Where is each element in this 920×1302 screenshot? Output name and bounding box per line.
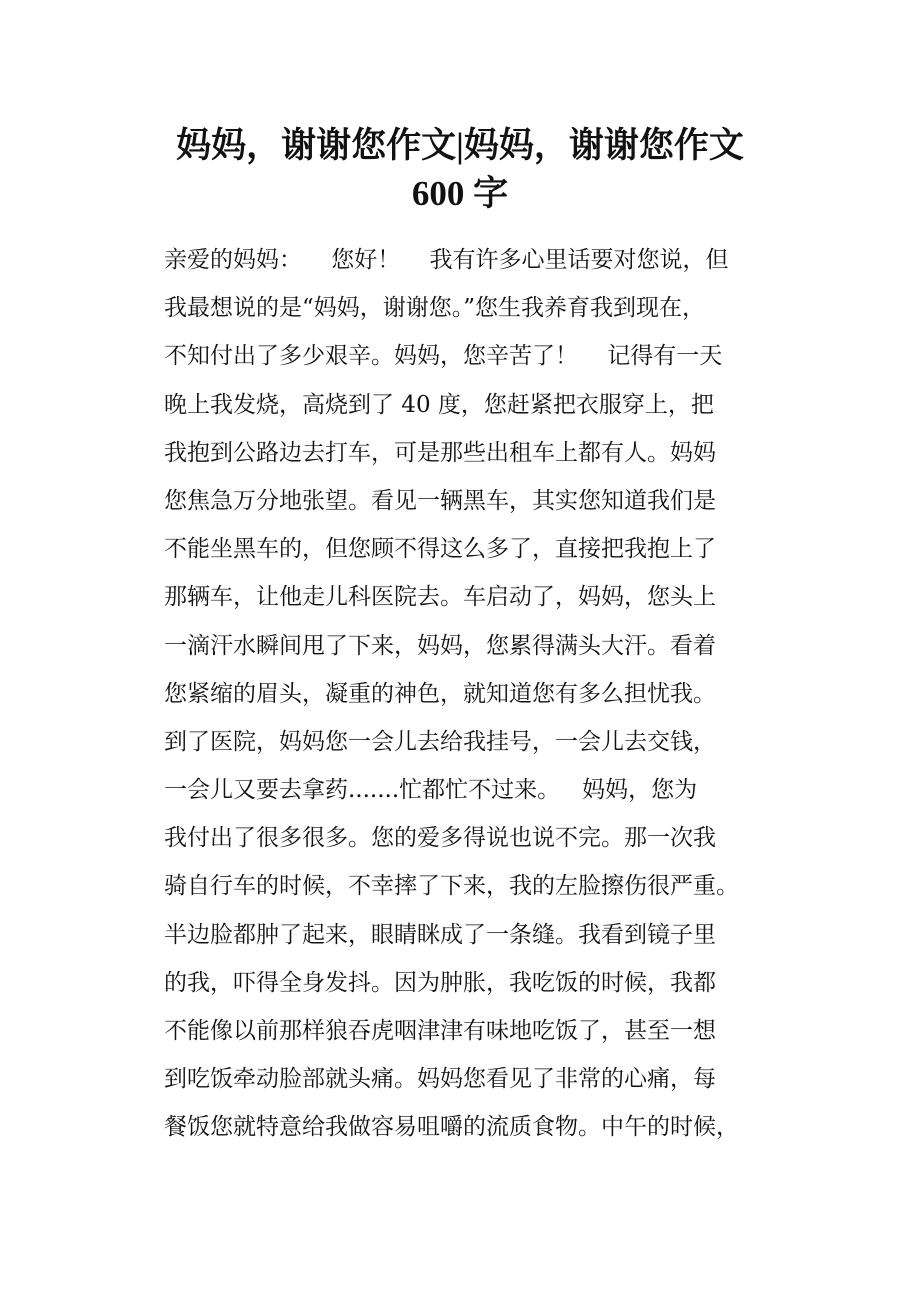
document-body — [164, 236, 774, 1152]
body-line: 不能坐黑车的，但您顾不得这么多了，直接把我抱上了 — [164, 536, 716, 563]
body-line: 不能像以前那样狼吞虎咽津津有味地吃饭了，甚至一想 — [164, 1018, 716, 1044]
body-line: 到吃饭牵动脸部就头痛。妈妈您看见了非常的心痛，每 — [164, 1066, 716, 1093]
body-line: 的我，吓得全身发抖。因为肿胀，我吃饭的时候，我都 — [164, 969, 716, 996]
body-line: 我最想说的是“妈妈，谢谢您。”您生我养育我到现在， — [164, 295, 706, 322]
body-line: 晚上我发烧，高烧到了 40 度，您赶紧把衣服穿上，把 — [164, 391, 714, 418]
body-line: 我付出了很多很多。您的爱多得说也说不完。那一次我 — [164, 825, 716, 852]
body-line: 我抱到公路边去打车，可是那些出租车上都有人。妈妈 — [164, 439, 716, 466]
body-line: 半边脸都肿了起来，眼睛眯成了一条缝。我看到镜子里 — [164, 921, 716, 948]
body-line: 亲爱的妈妈： 您好！ 我有许多心里话要对您说，但 — [164, 247, 729, 273]
body-line: 到了医院，妈妈您一会儿去给我挂号，一会儿去交钱， — [164, 728, 716, 755]
document-title — [0, 122, 920, 218]
body-line: 不知付出了多少艰辛。妈妈，您辛苦了！ 记得有一天 — [164, 343, 723, 370]
body-line: 一会儿又要去拿药.......忙都忙不过来。 妈妈，您为 — [164, 777, 698, 804]
body-line: 您紧缩的眉头，凝重的神色，就知道您有多么担忧我。 — [164, 680, 716, 707]
title-line-2: 600 字 — [411, 174, 509, 213]
title-line-1: 妈妈，谢谢您作文|妈妈，谢谢您作文 — [176, 126, 744, 165]
body-line: 您焦急万分地张望。看见一辆黑车，其实您知道我们是 — [164, 487, 716, 514]
body-line: 骑自行车的时候，不幸摔了下来，我的左脸擦伤很严重。 — [164, 873, 739, 900]
body-line: 餐饭您就特意给我做容易咀嚼的流质食物。中午的时候， — [164, 1114, 739, 1141]
body-line: 那辆车，让他走儿科医院去。车启动了，妈妈，您头上 — [164, 584, 716, 611]
body-line: 一滴汗水瞬间甩了下来，妈妈，您累得满头大汗。看着 — [164, 632, 716, 659]
